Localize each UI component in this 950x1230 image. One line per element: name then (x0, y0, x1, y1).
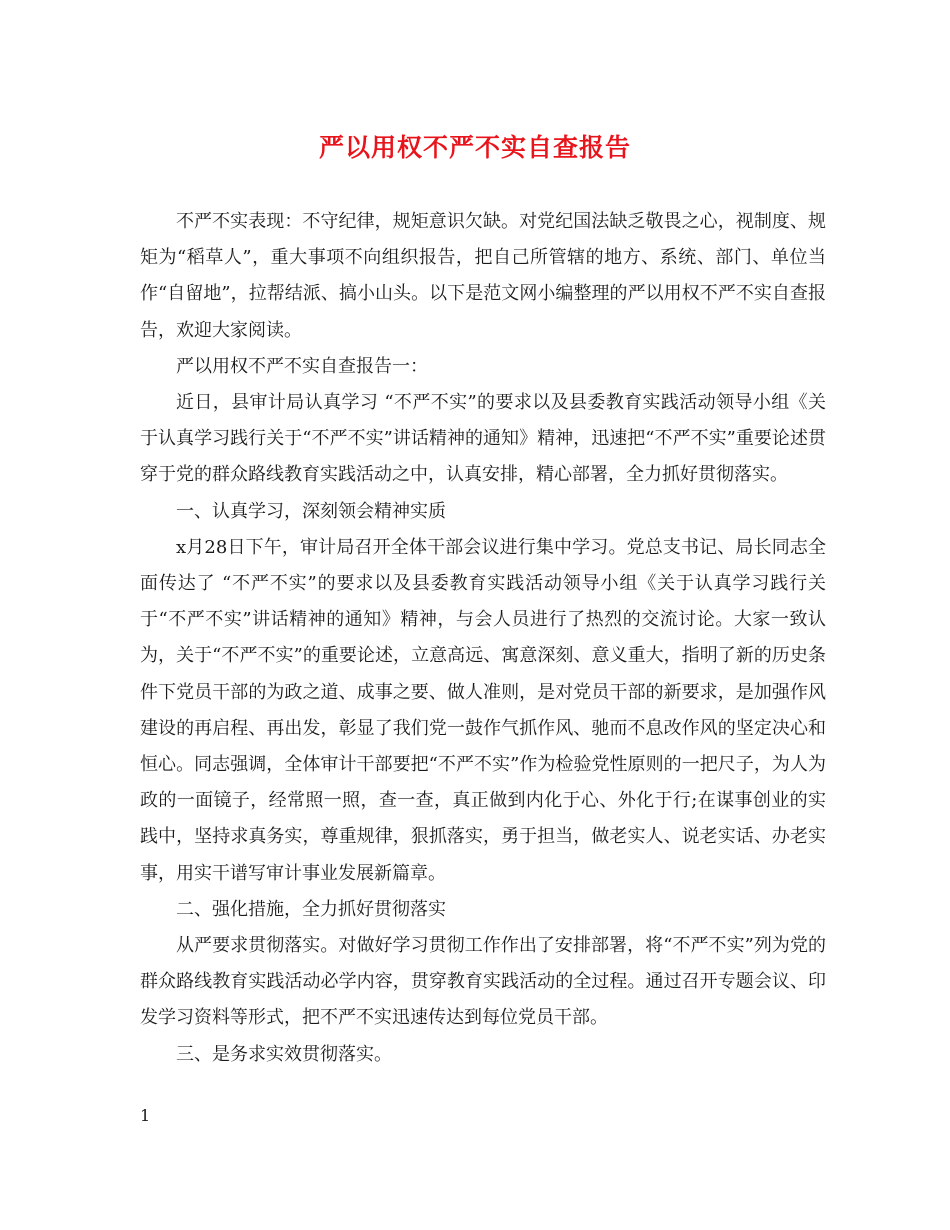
paragraph-report-heading: 严以用权不严不实自查报告一： (176, 355, 428, 377)
paragraph-intro: 不严不实表现：不守纪律，规矩意识欠缺。对党纪国法缺乏敬畏之心，视制度、规矩为“稻草人”，重大事项不向组织报告，把自己所管辖的地方、系统、部门、单位当作“自留地”，拉帮结派、搞小山头。以下是范文网小编整理的严以用权不严不实自查报告，欢迎大家阅读。 (140, 211, 826, 341)
document-title: 严以用权不严不实自查报告 (318, 133, 631, 162)
section-heading-2: 二、强化措施，全力抓好贯彻落实 (176, 898, 446, 920)
paragraph-strict-requirements: 从严要求贯彻落实。对做好学习贯彻工作作出了安排部署，将“不严不实”列为党的群众路线教育实践活动必学内容，贯穿教育实践活动的全过程。通过召开专题会议、印发学习资料等形式，把不严不实迅速传达到每位党员干部。 (140, 935, 826, 1029)
paragraph-summary: 近日，县审计局认真学习 “不严不实”的要求以及县委教育实践活动领导小组《关于认真学习践行关于“不严不实”讲话精神的通知》精神，迅速把“不严不实”重要论述贯穿于党的群众路线教育实践活动之中，认真安排，精心部署，全力抓好贯彻落实。 (140, 392, 826, 486)
page-number: 1 (140, 1106, 151, 1125)
section-heading-3: 三、是务求实效贯彻落实。 (176, 1043, 392, 1065)
section-heading-1: 一、认真学习，深刻领会精神实质 (176, 500, 446, 522)
document-body (140, 204, 826, 1073)
paragraph-study-meeting: x月28日下午，审计局召开全体干部会议进行集中学习。党总支书记、局长同志全面传达了 “不严不实”的要求以及县委教育实践活动领导小组《关于认真学习践行关于“不严不实”讲话精神的通知》精神，与会人员进行了热烈的交流讨论。大家一致认为，关于“不严不实”的重要论述，立意高远、寓意深刻、意义重大，指明了新的历史条件下党员干部的为政之道、成事之要、做人准则，是对党员干部的新要求，是加强作风建设的再启程、再出发，彰显了我们党一鼓作气抓作风、驰而不息改作风的坚定决心和恒心。同志强调，全体审计干部要把“不严不实”作为检验党性原则的一把尺子，为人为政的一面镜子，经常照一照，查一查，真正做到内化于心、外化于行;在谋事创业的实践中，坚持求真务实，尊重规律，狠抓落实，勇于担当，做老实人、说老实话、办老实事，用实干谱写审计事业发展新篇章。 (140, 536, 826, 884)
